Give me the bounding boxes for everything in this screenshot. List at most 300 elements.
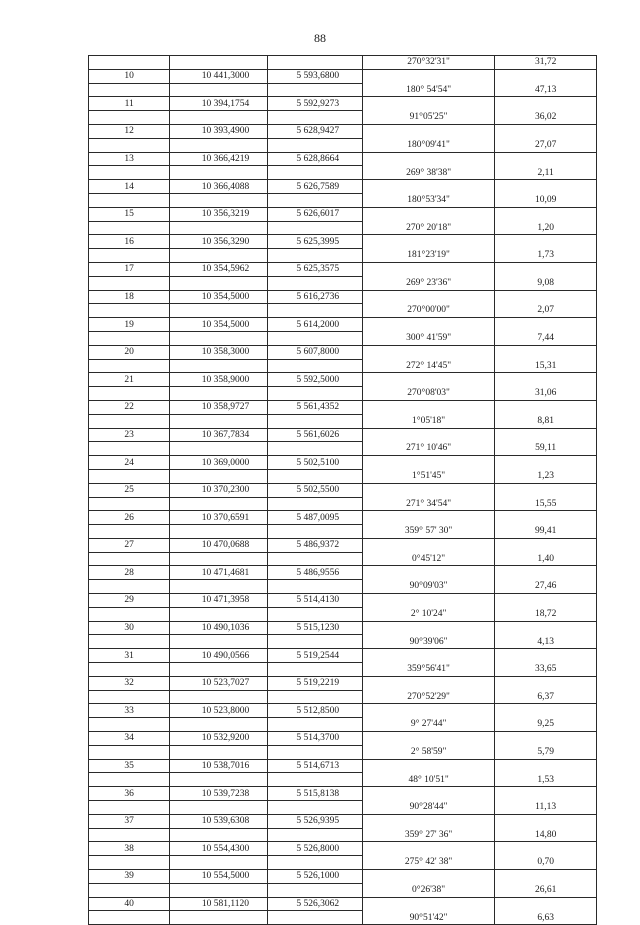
- y-coordinate-cell: [267, 359, 362, 373]
- direction-angle-cell: [362, 842, 494, 856]
- segment-row: [89, 911, 597, 925]
- point-number-cell: 14: [89, 180, 170, 194]
- point-row: [89, 124, 597, 138]
- segment-row: [89, 883, 597, 897]
- y-coordinate-cell: [267, 856, 362, 870]
- x-coordinate-cell: [170, 525, 267, 539]
- direction-angle-cell: [362, 207, 494, 221]
- segment-row: [89, 442, 597, 456]
- distance-cell: [495, 704, 597, 718]
- direction-angle-cell: [362, 649, 494, 663]
- x-coordinate-cell: [170, 497, 267, 511]
- y-coordinate-cell: 5 502,5100: [267, 456, 362, 470]
- direction-angle-cell: [362, 704, 494, 718]
- point-number-cell: 35: [89, 759, 170, 773]
- x-coordinate-cell: [170, 635, 267, 649]
- segment-row: [89, 56, 597, 70]
- y-coordinate-cell: 5 625,3995: [267, 235, 362, 249]
- point-number-cell: [89, 828, 170, 842]
- point-row: [89, 262, 597, 276]
- point-number-cell: 32: [89, 676, 170, 690]
- point-number-cell: [89, 359, 170, 373]
- y-coordinate-cell: 5 526,8000: [267, 842, 362, 856]
- point-number-cell: 13: [89, 152, 170, 166]
- direction-angle-cell: [362, 373, 494, 387]
- direction-angle-cell: 2° 10'24": [362, 607, 494, 621]
- y-coordinate-cell: [267, 635, 362, 649]
- y-coordinate-cell: [267, 166, 362, 180]
- y-coordinate-cell: 5 592,9273: [267, 97, 362, 111]
- direction-angle-cell: [362, 235, 494, 249]
- y-coordinate-cell: 5 614,2000: [267, 318, 362, 332]
- point-number-cell: [89, 718, 170, 732]
- page-number: 88: [314, 31, 326, 45]
- direction-angle-cell: [362, 759, 494, 773]
- y-coordinate-cell: [267, 111, 362, 125]
- y-coordinate-cell: [267, 331, 362, 345]
- point-number-cell: 27: [89, 538, 170, 552]
- x-coordinate-cell: 10 370,2300: [170, 483, 267, 497]
- point-row: [89, 290, 597, 304]
- x-coordinate-cell: 10 370,6591: [170, 511, 267, 525]
- x-coordinate-cell: [170, 552, 267, 566]
- x-coordinate-cell: 10 356,3219: [170, 207, 267, 221]
- distance-cell: [495, 649, 597, 663]
- x-coordinate-cell: 10 554,4300: [170, 842, 267, 856]
- distance-cell: 9,08: [495, 276, 597, 290]
- y-coordinate-cell: [267, 525, 362, 539]
- distance-cell: 6,63: [495, 911, 597, 925]
- direction-angle-cell: [362, 870, 494, 884]
- point-number-cell: [89, 138, 170, 152]
- y-coordinate-cell: [267, 276, 362, 290]
- segment-row: [89, 414, 597, 428]
- point-number-cell: [89, 331, 170, 345]
- distance-cell: [495, 428, 597, 442]
- x-coordinate-cell: 10 471,4681: [170, 566, 267, 580]
- y-coordinate-cell: [267, 387, 362, 401]
- distance-cell: [495, 373, 597, 387]
- direction-angle-cell: [362, 538, 494, 552]
- point-row: [89, 594, 597, 608]
- point-number-cell: 37: [89, 814, 170, 828]
- segment-row: [89, 359, 597, 373]
- point-row: [89, 373, 597, 387]
- coordinates-table: [88, 55, 597, 925]
- segment-row: [89, 773, 597, 787]
- coordinates-table-body: [89, 56, 597, 925]
- point-number-cell: 30: [89, 621, 170, 635]
- direction-angle-cell: [362, 124, 494, 138]
- distance-cell: [495, 180, 597, 194]
- direction-angle-cell: 359° 57' 30": [362, 525, 494, 539]
- distance-cell: 31,72: [495, 56, 597, 70]
- direction-angle-cell: [362, 318, 494, 332]
- distance-cell: [495, 290, 597, 304]
- segment-row: [89, 663, 597, 677]
- point-number-cell: [89, 111, 170, 125]
- direction-angle-cell: [362, 152, 494, 166]
- segment-row: [89, 221, 597, 235]
- distance-cell: 1,20: [495, 221, 597, 235]
- point-row: [89, 566, 597, 580]
- y-coordinate-cell: 5 592,5000: [267, 373, 362, 387]
- y-coordinate-cell: 5 502,5500: [267, 483, 362, 497]
- distance-cell: [495, 262, 597, 276]
- y-coordinate-cell: 5 514,6713: [267, 759, 362, 773]
- distance-cell: 11,13: [495, 801, 597, 815]
- point-row: [89, 456, 597, 470]
- x-coordinate-cell: [170, 414, 267, 428]
- y-coordinate-cell: 5 561,6026: [267, 428, 362, 442]
- distance-cell: 10,09: [495, 193, 597, 207]
- point-row: [89, 152, 597, 166]
- direction-angle-cell: [362, 621, 494, 635]
- segment-row: [89, 801, 597, 815]
- direction-angle-cell: 180°53'34": [362, 193, 494, 207]
- x-coordinate-cell: 10 490,0566: [170, 649, 267, 663]
- y-coordinate-cell: 5 628,9427: [267, 124, 362, 138]
- segment-row: [89, 469, 597, 483]
- point-number-cell: [89, 414, 170, 428]
- y-coordinate-cell: 5 628,8664: [267, 152, 362, 166]
- x-coordinate-cell: 10 354,5000: [170, 290, 267, 304]
- x-coordinate-cell: 10 539,7238: [170, 787, 267, 801]
- point-row: [89, 69, 597, 83]
- y-coordinate-cell: [267, 828, 362, 842]
- distance-cell: 2,11: [495, 166, 597, 180]
- direction-angle-cell: [362, 483, 494, 497]
- distance-cell: 33,65: [495, 663, 597, 677]
- direction-angle-cell: 359°56'41": [362, 663, 494, 677]
- x-coordinate-cell: 10 367,7834: [170, 428, 267, 442]
- x-coordinate-cell: [170, 276, 267, 290]
- y-coordinate-cell: [267, 718, 362, 732]
- direction-angle-cell: 1°51'45": [362, 469, 494, 483]
- distance-cell: 47,13: [495, 83, 597, 97]
- point-number-cell: 23: [89, 428, 170, 442]
- distance-cell: 36,02: [495, 111, 597, 125]
- segment-row: [89, 249, 597, 263]
- point-number-cell: 31: [89, 649, 170, 663]
- direction-angle-cell: 9° 27'44": [362, 718, 494, 732]
- distance-cell: 27,07: [495, 138, 597, 152]
- direction-angle-cell: [362, 456, 494, 470]
- direction-angle-cell: 0°26'38": [362, 883, 494, 897]
- point-number-cell: 19: [89, 318, 170, 332]
- y-coordinate-cell: 5 512,8500: [267, 704, 362, 718]
- segment-row: [89, 111, 597, 125]
- point-number-cell: 28: [89, 566, 170, 580]
- x-coordinate-cell: 10 394,1754: [170, 97, 267, 111]
- point-row: [89, 621, 597, 635]
- point-number-cell: 16: [89, 235, 170, 249]
- segment-row: [89, 276, 597, 290]
- x-coordinate-cell: [170, 718, 267, 732]
- segment-row: [89, 193, 597, 207]
- point-number-cell: 25: [89, 483, 170, 497]
- distance-cell: [495, 538, 597, 552]
- point-number-cell: 18: [89, 290, 170, 304]
- x-coordinate-cell: 10 393,4900: [170, 124, 267, 138]
- x-coordinate-cell: [170, 580, 267, 594]
- distance-cell: [495, 400, 597, 414]
- point-number-cell: [89, 387, 170, 401]
- direction-angle-cell: 272° 14'45": [362, 359, 494, 373]
- y-coordinate-cell: [267, 580, 362, 594]
- y-coordinate-cell: [267, 663, 362, 677]
- point-row: [89, 649, 597, 663]
- distance-cell: 18,72: [495, 607, 597, 621]
- y-coordinate-cell: 5 607,8000: [267, 345, 362, 359]
- segment-row: [89, 387, 597, 401]
- x-coordinate-cell: 10 441,3000: [170, 69, 267, 83]
- y-coordinate-cell: 5 526,9395: [267, 814, 362, 828]
- distance-cell: [495, 732, 597, 746]
- y-coordinate-cell: [267, 801, 362, 815]
- segment-row: [89, 580, 597, 594]
- x-coordinate-cell: [170, 911, 267, 925]
- segment-row: [89, 635, 597, 649]
- x-coordinate-cell: [170, 56, 267, 70]
- x-coordinate-cell: [170, 166, 267, 180]
- distance-cell: [495, 676, 597, 690]
- y-coordinate-cell: 5 515,1230: [267, 621, 362, 635]
- distance-cell: [495, 318, 597, 332]
- direction-angle-cell: 90°28'44": [362, 801, 494, 815]
- direction-angle-cell: [362, 566, 494, 580]
- point-number-cell: [89, 469, 170, 483]
- segment-row: [89, 745, 597, 759]
- y-coordinate-cell: 5 486,9372: [267, 538, 362, 552]
- direction-angle-cell: 180°09'41": [362, 138, 494, 152]
- y-coordinate-cell: 5 626,6017: [267, 207, 362, 221]
- direction-angle-cell: [362, 290, 494, 304]
- x-coordinate-cell: [170, 304, 267, 318]
- y-coordinate-cell: 5 514,4130: [267, 594, 362, 608]
- point-number-cell: [89, 801, 170, 815]
- point-number-cell: [89, 663, 170, 677]
- direction-angle-cell: 300° 41'59": [362, 331, 494, 345]
- x-coordinate-cell: [170, 221, 267, 235]
- x-coordinate-cell: [170, 663, 267, 677]
- y-coordinate-cell: [267, 607, 362, 621]
- y-coordinate-cell: [267, 911, 362, 925]
- direction-angle-cell: [362, 428, 494, 442]
- point-number-cell: [89, 193, 170, 207]
- distance-cell: [495, 566, 597, 580]
- x-coordinate-cell: [170, 83, 267, 97]
- segment-row: [89, 497, 597, 511]
- distance-cell: 5,79: [495, 745, 597, 759]
- direction-angle-cell: 271° 34'54": [362, 497, 494, 511]
- x-coordinate-cell: 10 538,7016: [170, 759, 267, 773]
- segment-row: [89, 690, 597, 704]
- distance-cell: 8,81: [495, 414, 597, 428]
- point-number-cell: [89, 580, 170, 594]
- distance-cell: 15,55: [495, 497, 597, 511]
- direction-angle-cell: 270°00'00": [362, 304, 494, 318]
- point-row: [89, 400, 597, 414]
- y-coordinate-cell: [267, 469, 362, 483]
- segment-row: [89, 552, 597, 566]
- x-coordinate-cell: 10 358,9727: [170, 400, 267, 414]
- distance-cell: [495, 483, 597, 497]
- direction-angle-cell: 271° 10'46": [362, 442, 494, 456]
- x-coordinate-cell: 10 354,5962: [170, 262, 267, 276]
- distance-cell: [495, 842, 597, 856]
- point-row: [89, 428, 597, 442]
- y-coordinate-cell: [267, 442, 362, 456]
- point-row: [89, 511, 597, 525]
- point-number-cell: [89, 304, 170, 318]
- distance-cell: [495, 152, 597, 166]
- distance-cell: 31,06: [495, 387, 597, 401]
- direction-angle-cell: 2° 58'59": [362, 745, 494, 759]
- distance-cell: [495, 594, 597, 608]
- x-coordinate-cell: [170, 193, 267, 207]
- x-coordinate-cell: 10 523,8000: [170, 704, 267, 718]
- point-number-cell: [89, 856, 170, 870]
- direction-angle-cell: 181°23'19": [362, 249, 494, 263]
- point-row: [89, 538, 597, 552]
- point-number-cell: 21: [89, 373, 170, 387]
- y-coordinate-cell: [267, 193, 362, 207]
- y-coordinate-cell: 5 487,0095: [267, 511, 362, 525]
- point-row: [89, 814, 597, 828]
- direction-angle-cell: 270°52'29": [362, 690, 494, 704]
- distance-cell: [495, 814, 597, 828]
- distance-cell: 1,53: [495, 773, 597, 787]
- distance-cell: [495, 759, 597, 773]
- point-row: [89, 483, 597, 497]
- distance-cell: 27,46: [495, 580, 597, 594]
- point-number-cell: 36: [89, 787, 170, 801]
- segment-row: [89, 828, 597, 842]
- x-coordinate-cell: [170, 331, 267, 345]
- direction-angle-cell: 48° 10'51": [362, 773, 494, 787]
- distance-cell: 14,80: [495, 828, 597, 842]
- segment-row: [89, 525, 597, 539]
- direction-angle-cell: 90°09'03": [362, 580, 494, 594]
- y-coordinate-cell: 5 561,4352: [267, 400, 362, 414]
- direction-angle-cell: [362, 400, 494, 414]
- point-number-cell: [89, 221, 170, 235]
- point-row: [89, 207, 597, 221]
- point-number-cell: 38: [89, 842, 170, 856]
- x-coordinate-cell: 10 581,1120: [170, 897, 267, 911]
- direction-angle-cell: 180° 54'54": [362, 83, 494, 97]
- x-coordinate-cell: 10 539,6308: [170, 814, 267, 828]
- distance-cell: 15,31: [495, 359, 597, 373]
- segment-row: [89, 138, 597, 152]
- distance-cell: 26,61: [495, 883, 597, 897]
- point-row: [89, 732, 597, 746]
- y-coordinate-cell: [267, 773, 362, 787]
- point-number-cell: 20: [89, 345, 170, 359]
- y-coordinate-cell: 5 526,3062: [267, 897, 362, 911]
- y-coordinate-cell: 5 519,2544: [267, 649, 362, 663]
- point-number-cell: [89, 607, 170, 621]
- point-number-cell: [89, 635, 170, 649]
- point-row: [89, 180, 597, 194]
- point-row: [89, 345, 597, 359]
- y-coordinate-cell: [267, 221, 362, 235]
- point-number-cell: 17: [89, 262, 170, 276]
- y-coordinate-cell: 5 514,3700: [267, 732, 362, 746]
- y-coordinate-cell: [267, 883, 362, 897]
- x-coordinate-cell: [170, 111, 267, 125]
- point-number-cell: [89, 166, 170, 180]
- point-number-cell: 39: [89, 870, 170, 884]
- point-number-cell: [89, 442, 170, 456]
- x-coordinate-cell: 10 470,0688: [170, 538, 267, 552]
- x-coordinate-cell: 10 366,4088: [170, 180, 267, 194]
- x-coordinate-cell: [170, 138, 267, 152]
- y-coordinate-cell: [267, 304, 362, 318]
- distance-cell: [495, 787, 597, 801]
- y-coordinate-cell: [267, 745, 362, 759]
- direction-angle-cell: [362, 814, 494, 828]
- point-row: [89, 842, 597, 856]
- segment-row: [89, 304, 597, 318]
- x-coordinate-cell: 10 354,5000: [170, 318, 267, 332]
- x-coordinate-cell: 10 366,4219: [170, 152, 267, 166]
- y-coordinate-cell: 5 519,2219: [267, 676, 362, 690]
- distance-cell: [495, 621, 597, 635]
- y-coordinate-cell: [267, 414, 362, 428]
- y-coordinate-cell: [267, 497, 362, 511]
- x-coordinate-cell: 10 358,9000: [170, 373, 267, 387]
- y-coordinate-cell: 5 526,1000: [267, 870, 362, 884]
- point-number-cell: 10: [89, 69, 170, 83]
- point-number-cell: [89, 83, 170, 97]
- point-row: [89, 870, 597, 884]
- x-coordinate-cell: [170, 773, 267, 787]
- point-number-cell: [89, 911, 170, 925]
- point-number-cell: 15: [89, 207, 170, 221]
- x-coordinate-cell: 10 532,9200: [170, 732, 267, 746]
- distance-cell: 0,70: [495, 856, 597, 870]
- distance-cell: [495, 456, 597, 470]
- point-row: [89, 787, 597, 801]
- direction-angle-cell: 270° 20'18": [362, 221, 494, 235]
- direction-angle-cell: [362, 732, 494, 746]
- distance-cell: [495, 345, 597, 359]
- point-number-cell: [89, 883, 170, 897]
- distance-cell: 4,13: [495, 635, 597, 649]
- direction-angle-cell: [362, 345, 494, 359]
- direction-angle-cell: 269° 38'38": [362, 166, 494, 180]
- segment-row: [89, 83, 597, 97]
- point-number-cell: [89, 249, 170, 263]
- direction-angle-cell: [362, 511, 494, 525]
- direction-angle-cell: [362, 676, 494, 690]
- point-number-cell: [89, 773, 170, 787]
- y-coordinate-cell: [267, 552, 362, 566]
- point-row: [89, 897, 597, 911]
- y-coordinate-cell: [267, 83, 362, 97]
- distance-cell: [495, 97, 597, 111]
- x-coordinate-cell: [170, 828, 267, 842]
- x-coordinate-cell: [170, 359, 267, 373]
- point-number-cell: 11: [89, 97, 170, 111]
- segment-row: [89, 718, 597, 732]
- point-row: [89, 704, 597, 718]
- x-coordinate-cell: 10 471,3958: [170, 594, 267, 608]
- point-number-cell: 29: [89, 594, 170, 608]
- direction-angle-cell: [362, 594, 494, 608]
